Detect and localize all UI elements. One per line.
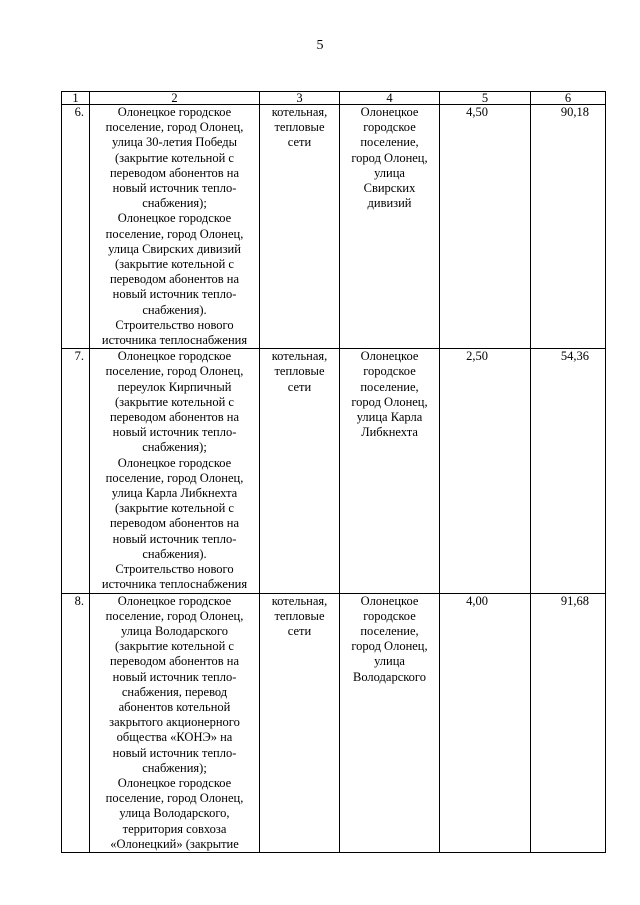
table-row [62,105,606,349]
text-line: Володарского [352,669,426,684]
text-line: улица 30-летия Победы [111,135,238,150]
text-line: переводом абонентов на [109,516,240,531]
text-line: поселение, [360,135,419,150]
text-line: Олонецкое городское [117,455,232,470]
value-cell-5: 4,50 [440,105,531,349]
value-cell-6: 54,36 [531,349,606,593]
text-line: общества «КОНЭ» на [116,730,233,745]
text-line: Либкнехта [361,425,418,440]
text-line: новый источник тепло- [112,181,237,196]
text-line: улица [374,654,405,669]
text-line: городское [363,364,416,379]
text-line: Олонецкое городское [117,775,232,790]
text-line: источника теплоснабжения [101,577,248,592]
text-line: поселение, город Олонец, [105,470,244,485]
text-line: Строительство нового [115,317,234,332]
text-line: снабжения). [142,546,207,561]
text-line: поселение, [360,623,419,638]
text-line: Олонецкое городское [117,349,232,364]
text-line: Олонецкое городское [117,211,232,226]
description-cell [90,593,260,852]
text-line: абонентов котельной [118,699,231,714]
text-line: котельная, [271,593,328,608]
header-cell-1: 1 [62,92,90,105]
text-line: город Олонец, [351,394,428,409]
text-line: городское [363,120,416,135]
text-line: город Олонец, [351,639,428,654]
location-cell [340,349,440,593]
object-type-cell [260,349,340,593]
text-line: Олонецкое [360,105,419,119]
text-line: котельная, [271,105,328,119]
value-cell-5: 2,50 [440,349,531,593]
text-line: переводом абонентов на [109,654,240,669]
header-cell-3: 3 [260,92,340,105]
text-line: новый источник тепло- [112,531,237,546]
text-line: тепловые [274,120,325,135]
text-line: снабжения); [142,760,207,775]
text-line: котельная, [271,349,328,364]
header-cell-5: 5 [440,92,531,105]
text-line: улица Карла Либкнехта [111,486,238,501]
text-line: поселение, город Олонец, [105,791,244,806]
text-line: поселение, город Олонец, [105,364,244,379]
table-header-row [62,92,606,105]
value-cell-6: 91,68 [531,593,606,852]
page-number: 5 [316,38,324,53]
text-line: улица Карла [356,410,423,425]
row-number-cell: 8. [62,593,90,852]
text-line: новый источник тепло- [112,425,237,440]
text-line: (закрытие котельной с [115,639,234,654]
text-line: улица Володарского, [119,806,230,821]
location-cell [340,593,440,852]
text-line: переводом абонентов на [109,272,240,287]
text-line: (закрытие котельной с [115,257,234,272]
table-row [62,593,606,852]
text-line: закрытого акционерного [109,715,240,730]
text-line: сети [287,135,312,150]
text-line: город Олонец, [351,150,428,165]
text-line: поселение, город Олонец, [105,120,244,135]
description-cell [90,105,260,349]
header-cell-2: 2 [90,92,260,105]
text-line: «Олонецкий» (закрытие [110,836,239,851]
text-line: поселение, город Олонец, [105,608,244,623]
value-cell-6: 90,18 [531,105,606,349]
text-line: улица Свирских дивизий [108,241,241,256]
text-line: снабжения); [142,196,207,211]
header-cell-6: 6 [531,92,606,105]
text-line: (закрытие котельной с [115,394,234,409]
text-line: Олонецкое [360,593,419,608]
text-line: дивизий [367,196,412,211]
projects-table [61,91,606,853]
text-line: переулок Кирпичный [117,379,232,394]
text-line: снабжения, перевод [121,684,228,699]
table-row [62,349,606,593]
text-line: снабжения). [142,302,207,317]
text-line: новый источник тепло- [112,669,237,684]
text-line: тепловые [274,364,325,379]
text-line: переводом абонентов на [109,410,240,425]
text-line: новый источник тепло- [112,745,237,760]
header-cell-4: 4 [340,92,440,105]
text-line: Строительство нового [115,562,234,577]
object-type-cell [260,593,340,852]
text-line: сети [287,379,312,394]
location-cell [340,105,440,349]
description-cell [90,349,260,593]
text-line: источника теплоснабжения [101,333,248,348]
text-line: (закрытие котельной с [115,150,234,165]
text-line: (закрытие котельной с [115,501,234,516]
text-line: Олонецкое городское [117,593,232,608]
text-line: снабжения); [142,440,207,455]
text-line: сети [287,623,312,638]
text-line: городское [363,608,416,623]
row-number-cell: 6. [62,105,90,349]
text-line: территория совхоза [122,821,227,836]
text-line: улица [374,165,405,180]
text-line: переводом абонентов на [109,165,240,180]
text-line: тепловые [274,608,325,623]
text-line: поселение, [360,379,419,394]
object-type-cell [260,105,340,349]
text-line: Свирских [363,181,416,196]
text-line: Олонецкое городское [117,105,232,119]
row-number-cell: 7. [62,349,90,593]
value-cell-5: 4,00 [440,593,531,852]
text-line: Олонецкое [360,349,419,364]
text-line: новый источник тепло- [112,287,237,302]
text-line: поселение, город Олонец, [105,226,244,241]
text-line: улица Володарского [120,623,228,638]
